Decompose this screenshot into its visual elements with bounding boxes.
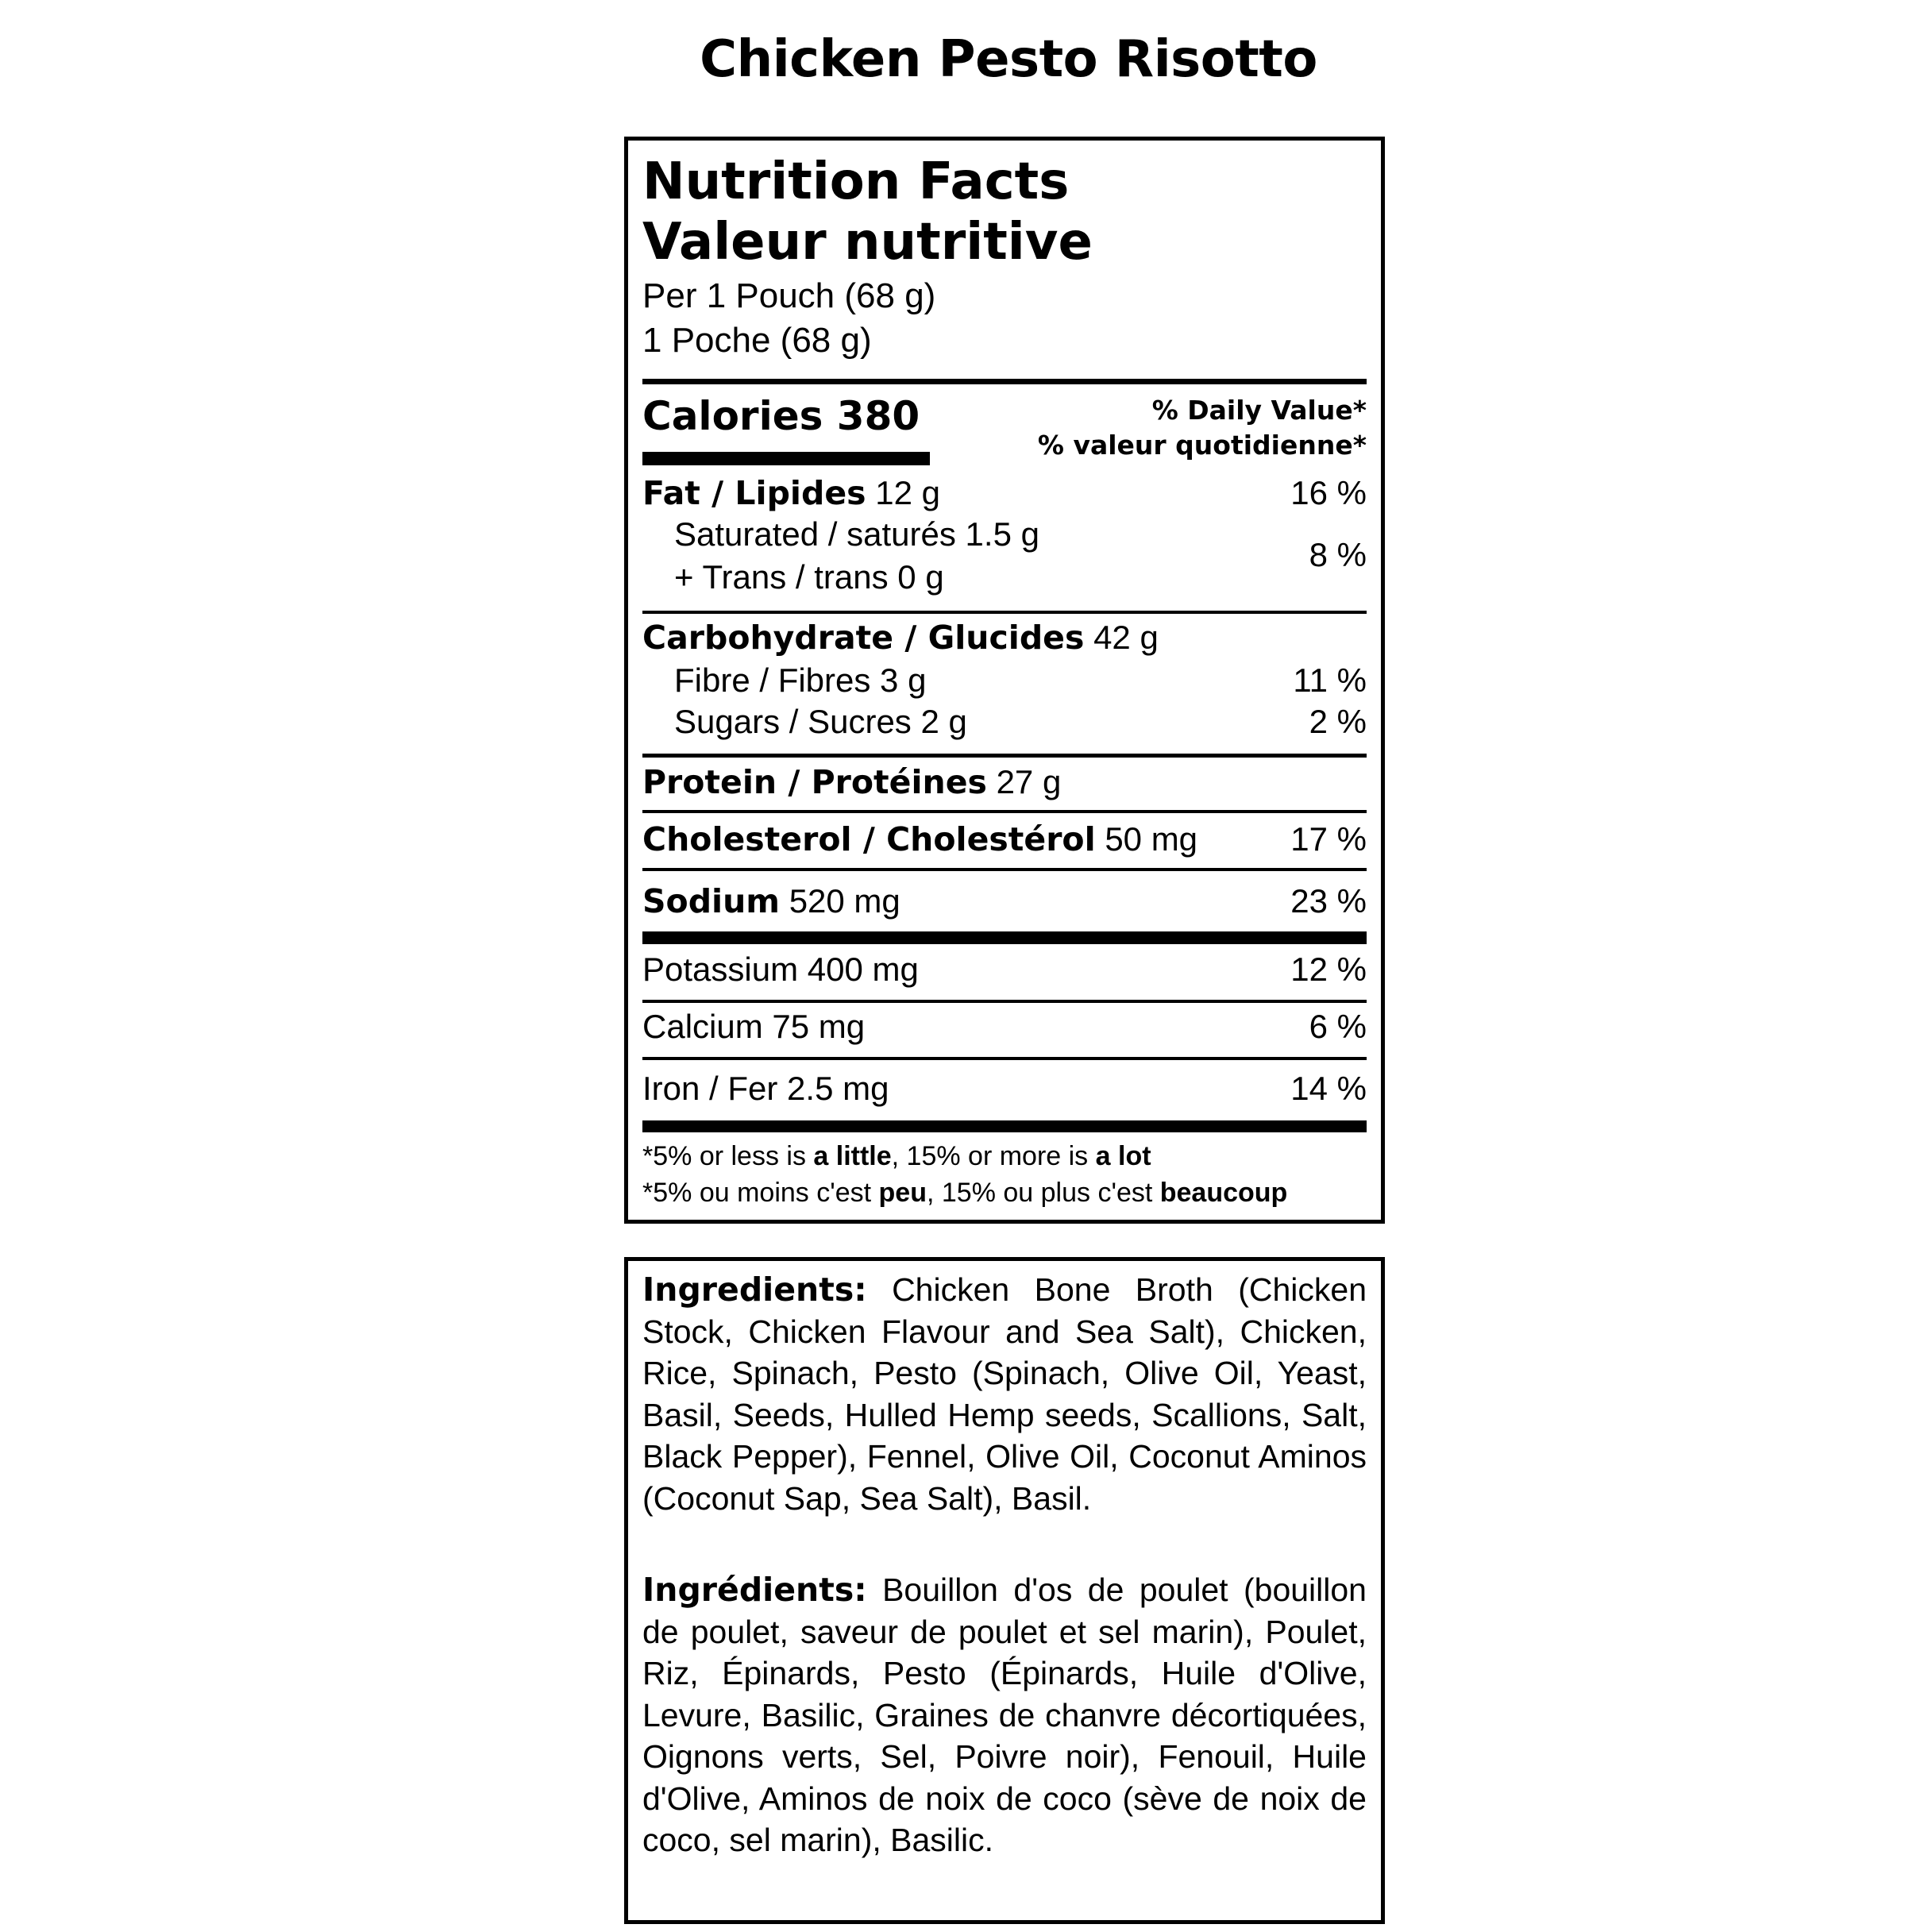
daily-value-fr: % valeur quotidienne* [1037,430,1367,461]
fat-pct: 16 % [1290,474,1367,511]
divider [642,1057,1367,1060]
carbohydrate-label: Carbohydrate / Glucides [642,619,1085,657]
heading-en: Nutrition Facts [642,152,1070,211]
fat-label: Fat / Lipides [642,474,866,512]
calcium-label: Calcium 75 mg [642,1008,866,1045]
serving-size-fr: 1 Poche (68 g) [642,321,872,360]
sodium-amount: 520 mg [789,882,900,920]
divider-thick [642,1120,1367,1132]
footnote-fr [642,1174,1367,1211]
potassium-pct: 12 % [1290,951,1367,988]
iron-row [642,1070,1367,1108]
sugars-label: Sugars / Sucres 2 g [674,703,967,740]
cholesterol-pct: 17 % [1290,820,1367,858]
sat-trans-pct: 8 % [1309,536,1367,573]
calcium-pct: 6 % [1309,1008,1367,1045]
protein-label: Protein / Protéines [642,763,987,801]
calcium-row [642,1008,1367,1046]
divider [642,754,1367,758]
trans-label: + Trans / trans 0 g [674,558,944,596]
footnote-fr-bold: peu [878,1178,927,1208]
daily-value-en: % Daily Value* [1151,395,1367,426]
product-title: Chicken Pesto Risotto [700,30,1317,89]
cholesterol-row [642,820,1367,858]
footnote-en-bold: a lot [1095,1141,1151,1171]
calories-label: Calories 380 [642,393,920,439]
ingredients-fr-text: Bouillon d'os de poulet (bouillon de poulet, saveur de poulet et sel marin), Poulet, Riz, Épinards, Pesto (Épinards, Huile d'Olive, Levure, Basilic, Graines de chanvre décortiquées, Oignons verts, Sel, Poivre noir), Fenouil, Huile d'Olive, Aminos de noix de coco (sève de noix de coco, sel marin), Basilic. [642,1571,1367,1858]
divider [642,1000,1367,1003]
calories-underline [642,452,930,465]
fat-amount: 12 g [875,474,940,511]
sodium-label: Sodium [642,882,781,920]
heading-fr: Valeur nutritive [642,213,1093,272]
iron-label: Iron / Fer 2.5 mg [642,1070,889,1107]
iron-pct: 14 % [1290,1070,1367,1107]
saturated-row [642,515,1367,553]
footnote-fr-part: , 15% ou plus c'est [926,1178,1160,1208]
fat-row [642,474,1367,512]
serving-size-en: Per 1 Pouch (68 g) [642,276,936,315]
footnote-en-bold: a little [813,1141,892,1171]
footnote-fr-part: *5% ou moins c'est [642,1178,879,1208]
carbohydrate-row [642,619,1367,657]
ingredients-panel [624,1257,1385,1924]
divider [642,868,1367,871]
ingredients-fr [642,1569,1367,1861]
cholesterol-label: Cholesterol / Cholestérol [642,820,1096,858]
footnote-en-part: *5% or less is [642,1141,814,1171]
protein-amount: 27 g [996,763,1062,800]
divider [642,810,1367,813]
ingredients-en-label: Ingredients: [642,1271,867,1309]
divider-thick [642,379,1367,384]
sodium-row [642,882,1367,920]
fibre-row [642,661,1367,700]
ingredients-en [642,1269,1367,1519]
sodium-pct: 23 % [1290,882,1367,920]
divider-thick [642,931,1367,944]
daily-value-header [1038,393,1367,463]
footnote-fr-bold: beaucoup [1159,1178,1288,1208]
footnote-en [642,1138,1367,1174]
divider [642,611,1367,614]
cholesterol-amount: 50 mg [1105,820,1198,858]
fibre-label: Fibre / Fibres 3 g [674,661,927,699]
saturated-label: Saturated / saturés 1.5 g [674,515,1039,553]
ingredients-fr-label: Ingrédients: [642,1571,867,1609]
protein-row [642,763,1367,801]
footnote-en-part: , 15% or more is [891,1141,1096,1171]
potassium-label: Potassium 400 mg [642,951,919,988]
trans-row [642,558,1367,596]
nutrition-heading [642,152,1367,363]
nutrition-facts-panel [624,137,1385,1224]
carbohydrate-amount: 42 g [1093,619,1159,656]
ingredients-en-text: Chicken Bone Broth (Chicken Stock, Chicken Flavour and Sea Salt), Chicken, Rice, Spinach, Pesto (Spinach, Olive Oil, Yeast, Basil, Seeds, Hulled Hemp seeds, Scallions, Salt, Black Pepper), Fennel, Olive Oil, Coconut Aminos (Coconut Sap, Sea Salt), Basil. [642,1271,1367,1517]
potassium-row [642,951,1367,989]
sugars-row [642,703,1367,741]
fibre-pct: 11 % [1293,661,1367,699]
sugars-pct: 2 % [1309,703,1367,740]
